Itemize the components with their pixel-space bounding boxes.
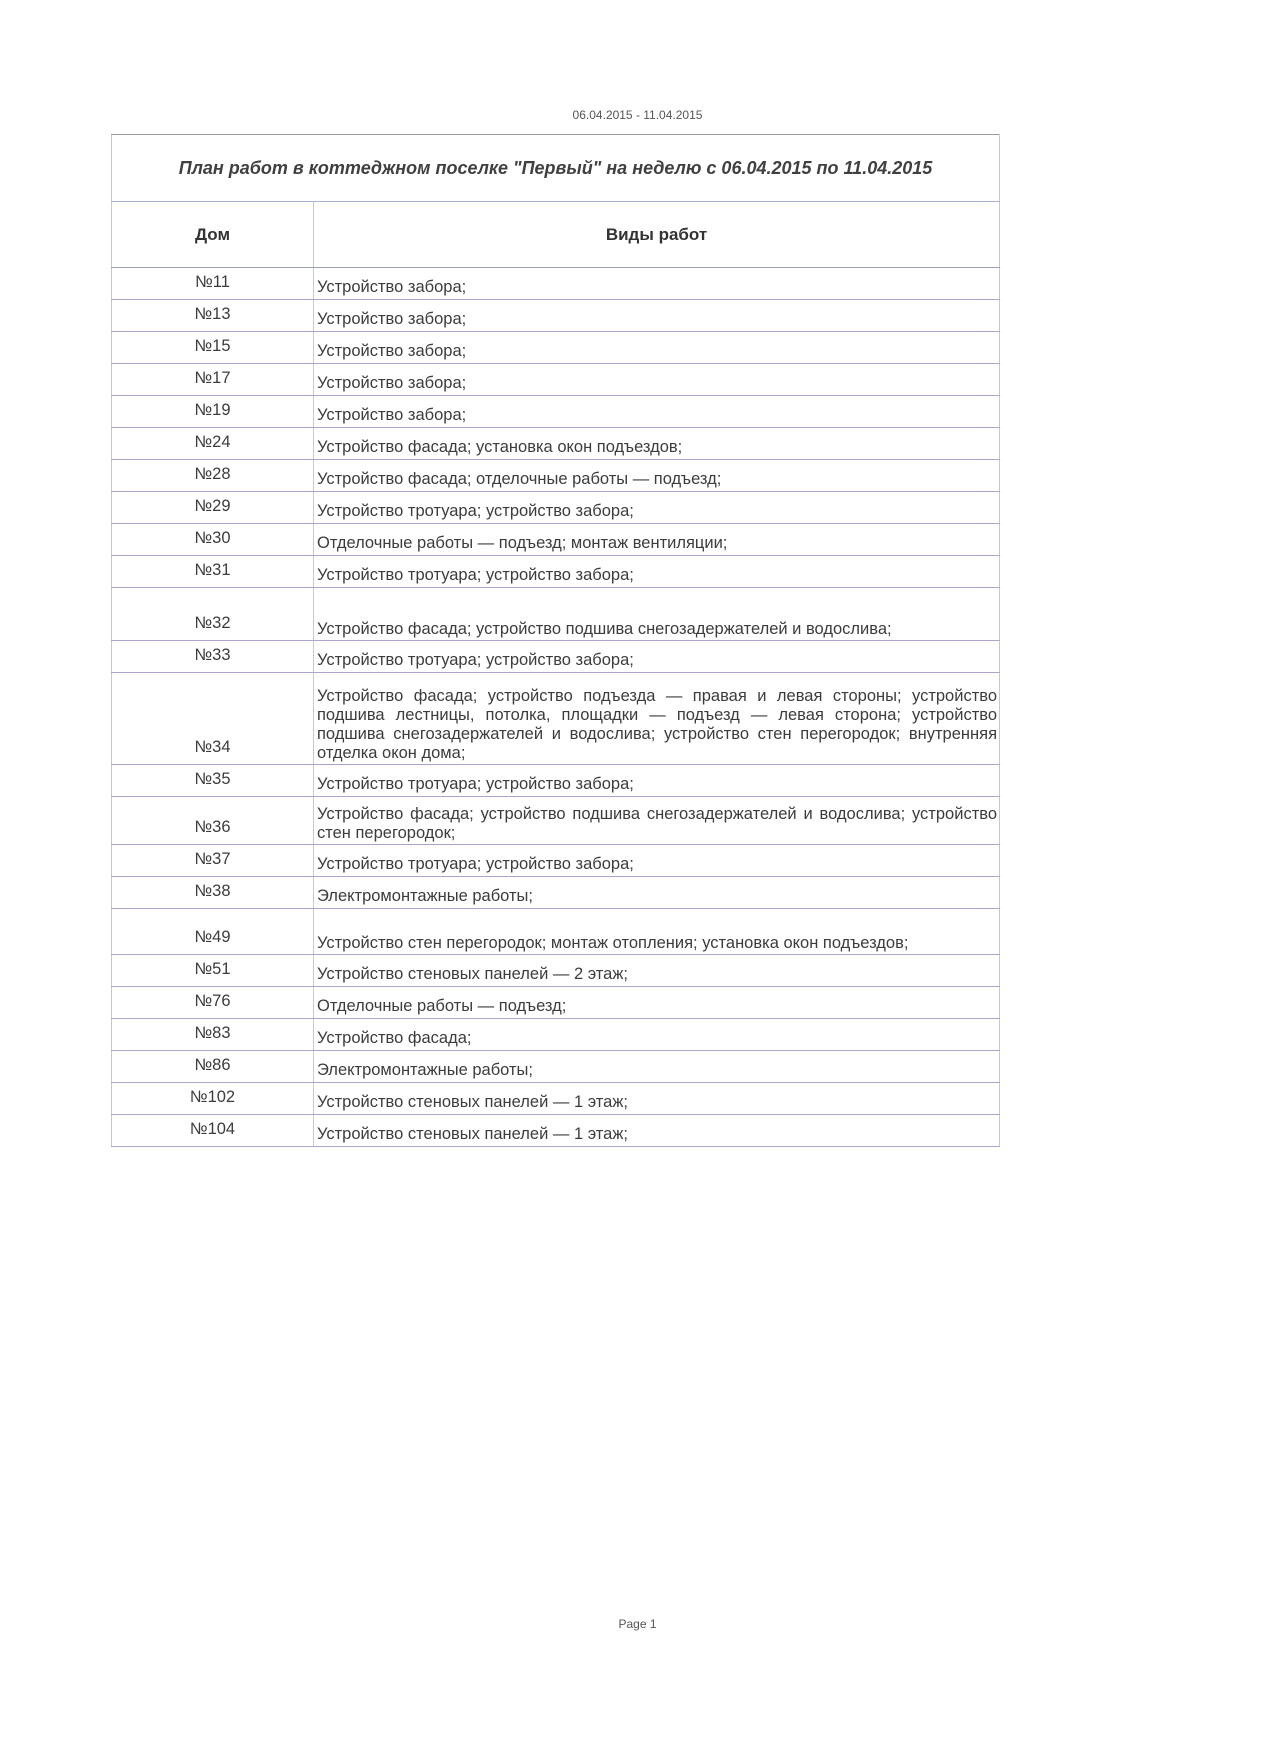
works-description-cell: Устройство стеновых панелей — 1 этаж; bbox=[314, 1083, 1000, 1115]
works-description-cell: Отделочные работы — подъезд; bbox=[314, 987, 1000, 1019]
table-row bbox=[112, 877, 1000, 909]
works-description-cell: Устройство забора; bbox=[314, 268, 1000, 300]
table-row bbox=[112, 460, 1000, 492]
house-number-cell: №49 bbox=[112, 909, 314, 955]
house-number-cell: №13 bbox=[112, 300, 314, 332]
table-row bbox=[112, 909, 1000, 955]
house-number-cell: №86 bbox=[112, 1051, 314, 1083]
house-number-cell: №29 bbox=[112, 492, 314, 524]
table-row bbox=[112, 268, 1000, 300]
works-description-cell: Устройство тротуара; устройство забора; bbox=[314, 845, 1000, 877]
house-number-cell: №30 bbox=[112, 524, 314, 556]
table-row bbox=[112, 1083, 1000, 1115]
works-description-cell: Электромонтажные работы; bbox=[314, 877, 1000, 909]
table-row bbox=[112, 641, 1000, 673]
works-description-cell: Устройство стен перегородок; монтаж отопления; установка окон подъездов; bbox=[314, 909, 1000, 955]
works-description-cell: Устройство фасада; устройство подъезда — правая и левая стороны; устройство подшива лестницы, потолка, площадки — подъезд — левая сторона; устройство подшива снегозадержателей и водослива; устройство стен перегородок; внутренняя отделка окон дома; bbox=[314, 673, 1000, 765]
works-description-cell: Устройство забора; bbox=[314, 300, 1000, 332]
table-row bbox=[112, 845, 1000, 877]
table-title-row bbox=[112, 135, 1000, 202]
table-row bbox=[112, 556, 1000, 588]
table-row bbox=[112, 300, 1000, 332]
works-description-cell: Устройство тротуара; устройство забора; bbox=[314, 641, 1000, 673]
house-number-cell: №11 bbox=[112, 268, 314, 300]
works-description-cell: Устройство стеновых панелей — 1 этаж; bbox=[314, 1115, 1000, 1147]
works-description-cell: Устройство тротуара; устройство забора; bbox=[314, 556, 1000, 588]
table-row bbox=[112, 332, 1000, 364]
page-number: Page 1 bbox=[618, 1617, 657, 1631]
house-number-cell: №19 bbox=[112, 396, 314, 428]
house-number-cell: №35 bbox=[112, 765, 314, 797]
works-description-cell: Устройство стеновых панелей — 2 этаж; bbox=[314, 955, 1000, 987]
table-row bbox=[112, 524, 1000, 556]
table-row bbox=[112, 364, 1000, 396]
works-description-cell: Устройство забора; bbox=[314, 364, 1000, 396]
house-number-cell: №36 bbox=[112, 797, 314, 845]
works-description-cell: Устройство фасада; устройство подшива снегозадержателей и водослива; bbox=[314, 588, 1000, 641]
table-row bbox=[112, 396, 1000, 428]
column-header-works: Виды работ bbox=[314, 202, 1000, 268]
works-description-cell: Устройство забора; bbox=[314, 396, 1000, 428]
house-number-cell: №83 bbox=[112, 1019, 314, 1051]
date-range-header: 06.04.2015 - 11.04.2015 bbox=[572, 108, 703, 122]
works-description-cell: Устройство забора; bbox=[314, 332, 1000, 364]
house-number-cell: №102 bbox=[112, 1083, 314, 1115]
table-row bbox=[112, 955, 1000, 987]
table-row bbox=[112, 1115, 1000, 1147]
house-number-cell: №37 bbox=[112, 845, 314, 877]
house-number-cell: №76 bbox=[112, 987, 314, 1019]
works-description-cell: Устройство фасада; устройство подшива снегозадержателей и водослива; устройство стен перегородок; bbox=[314, 797, 1000, 845]
table-title: План работ в коттеджном поселке "Первый" на неделю с 06.04.2015 по 11.04.2015 bbox=[112, 135, 1000, 202]
works-description-cell: Устройство тротуара; устройство забора; bbox=[314, 492, 1000, 524]
works-description-cell: Устройство тротуара; устройство забора; bbox=[314, 765, 1000, 797]
works-description-cell: Электромонтажные работы; bbox=[314, 1051, 1000, 1083]
house-number-cell: №33 bbox=[112, 641, 314, 673]
table-row bbox=[112, 797, 1000, 845]
house-number-cell: №51 bbox=[112, 955, 314, 987]
house-number-cell: №24 bbox=[112, 428, 314, 460]
house-number-cell: №17 bbox=[112, 364, 314, 396]
house-number-cell: №38 bbox=[112, 877, 314, 909]
column-header-house: Дом bbox=[112, 202, 314, 268]
table-row bbox=[112, 673, 1000, 765]
house-number-cell: №32 bbox=[112, 588, 314, 641]
works-description-cell: Устройство фасада; установка окон подъездов; bbox=[314, 428, 1000, 460]
table-row bbox=[112, 428, 1000, 460]
table-row bbox=[112, 987, 1000, 1019]
works-description-cell: Устройство фасада; bbox=[314, 1019, 1000, 1051]
table-row bbox=[112, 588, 1000, 641]
house-number-cell: №15 bbox=[112, 332, 314, 364]
table-row bbox=[112, 1051, 1000, 1083]
table-row bbox=[112, 1019, 1000, 1051]
house-number-cell: №34 bbox=[112, 673, 314, 765]
table-row bbox=[112, 492, 1000, 524]
works-description-cell: Устройство фасада; отделочные работы — подъезд; bbox=[314, 460, 1000, 492]
house-number-cell: №28 bbox=[112, 460, 314, 492]
works-description-cell: Отделочные работы — подъезд; монтаж вентиляции; bbox=[314, 524, 1000, 556]
house-number-cell: №104 bbox=[112, 1115, 314, 1147]
work-plan-table bbox=[111, 134, 1000, 1147]
table-body bbox=[112, 268, 1000, 1147]
table-header-row bbox=[112, 202, 1000, 268]
house-number-cell: №31 bbox=[112, 556, 314, 588]
table-row bbox=[112, 765, 1000, 797]
